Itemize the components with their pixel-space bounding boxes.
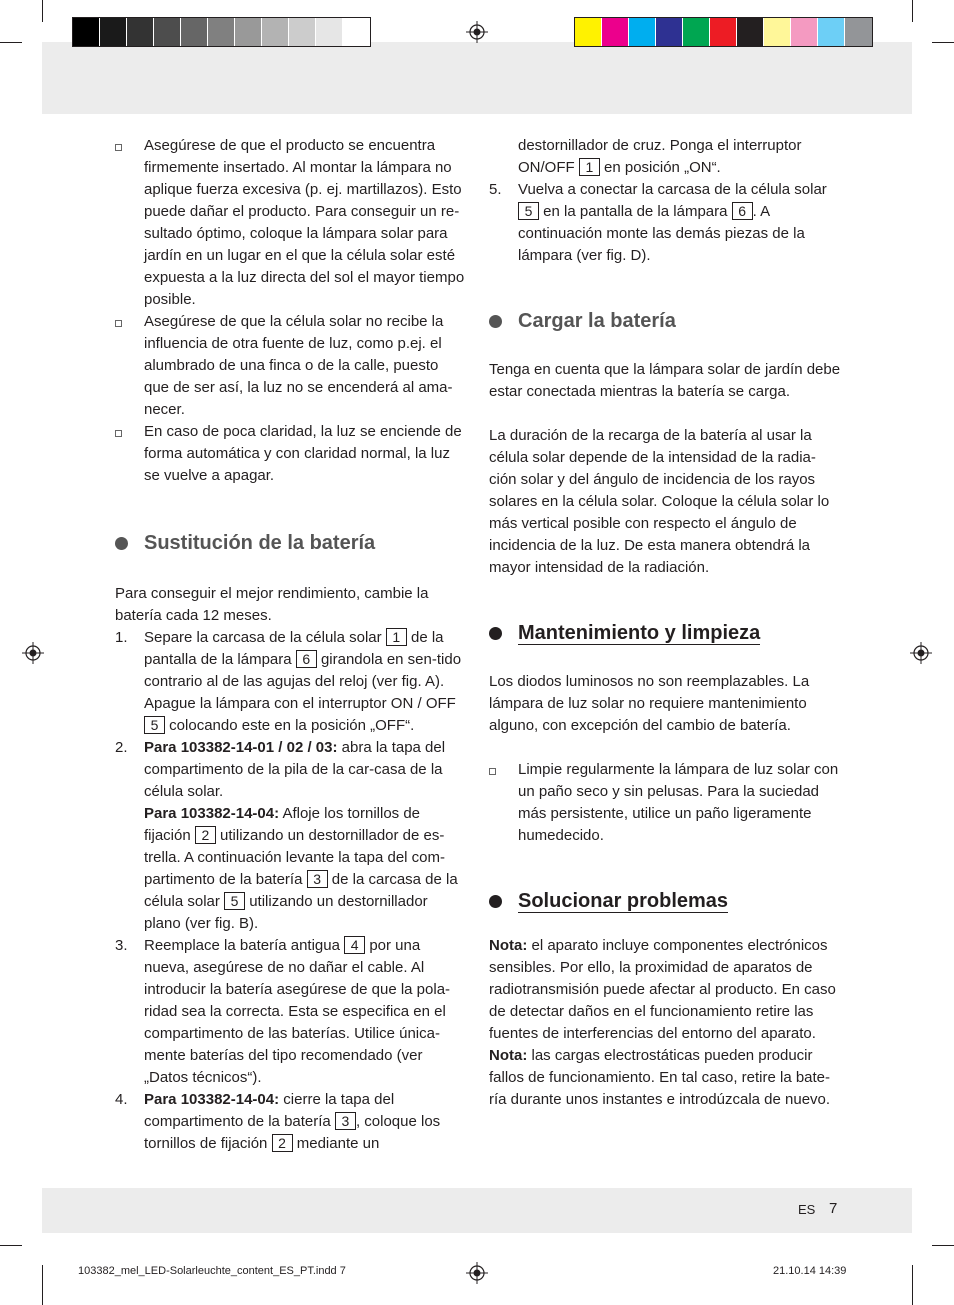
step-1: 1. Separe la carcasa de la célula solar 1 de la pantalla de la lámpara 6 girandola en sen-tido contrario al de las agujas del reloj (ver fig. A). Apague la lámpara con el interruptor ON / OFF 5 colocando este en la posición „OFF“. [115,629,462,734]
color-swatch [73,18,100,46]
color-swatch [127,18,154,46]
color-swatch [208,18,235,46]
part-number-box: 5 [144,716,165,734]
gray-color-bar [72,17,371,47]
step-5: 5. Vuelva a conectar la carcasa de la célula solar 5 en la pantalla de la lámpara 6 . A continuación monte las demás piezas de la lámpara (ver fig. D). [489,181,827,264]
part-number-box: 2 [195,826,216,844]
battery-intro: Para conseguir el mejor rendimiento, cambie la batería cada 12 meses. [115,585,429,624]
part-number-box: 6 [296,650,317,668]
list-item: En caso de poca claridad, la luz se enciende de forma automática y con claridad normal, la luz se vuelve a apagar. [115,421,465,487]
step-4: 4. Para 103382-14-04: cierre la tapa del compartimento de la batería 3 , coloque los tornillos de fijación 2 mediante un [115,1091,441,1152]
note-paragraph: Nota: el aparato incluye componentes electrónicos sensibles. Por ello, la proximidad de aparatos de radiotransmisión puede afectar al producto. En caso de detectar daños en el funcionamiento retire las fuentes de interferencias del entorno del aparato. [489,937,836,1042]
part-number-box: 5 [224,892,245,910]
color-swatch [656,18,683,46]
crop-mark [932,1245,954,1246]
color-swatch [343,18,370,46]
section-heading-troubleshoot: Solucionar problemas [489,887,841,915]
registration-mark-icon [466,1262,488,1284]
color-swatch [683,18,710,46]
color-swatch [289,18,316,46]
part-number-box: 6 [732,202,753,220]
crop-mark [912,1265,913,1305]
part-number-box: 1 [386,628,407,646]
left-column [115,135,465,1155]
part-number-box: 5 [518,202,539,220]
color-swatch [316,18,343,46]
section-heading-battery: Sustitución de la batería [115,529,465,557]
file-slug: 103382_mel_LED-Solarleuchte_content_ES_PT.indd 7 [78,1265,346,1277]
color-swatch [764,18,791,46]
language-code: ES [798,1202,816,1217]
color-swatch [602,18,629,46]
color-swatch [575,18,602,46]
color-swatch [737,18,764,46]
crop-mark [912,0,913,22]
color-swatch [100,18,127,46]
step-4-continued: destornillador de cruz. Ponga el interruptor ON/OFF 1 en posición „ON“. [518,137,802,176]
header-band [42,42,912,114]
color-swatch [818,18,845,46]
page-number: 7 [829,1200,838,1217]
right-column [489,135,841,1111]
registration-mark-icon [22,642,44,664]
color-swatch [710,18,737,46]
charge-paragraph: La duración de la recarga de la batería al usar la célula solar depende de la intensidad de la radia-ción solar y del ángulo de incidencia de los rayos solares en la célula solar. Coloque la célula solar lo más vertical posible con respecto el ángulo de incidencia de la luz. De esta manera obtendrá la mayor intensidad de la radiación. [489,427,830,576]
footer-band [42,1188,912,1233]
color-swatch [629,18,656,46]
registration-mark-icon [466,21,488,43]
maintenance-paragraph: Los diodos luminosos no son reemplazables. La lámpara de luz solar no requiere mantenimiento alguno, con excepción del cambio de batería. [489,673,810,734]
process-color-bar [574,17,873,47]
crop-mark [0,1245,22,1246]
date-slug: 21.10.14 14:39 [773,1265,847,1277]
registration-mark-icon [910,642,932,664]
part-number-box: 4 [344,936,365,954]
crop-mark [932,42,954,43]
crop-mark [42,0,43,22]
color-swatch [845,18,872,46]
charge-paragraph: Tenga en cuenta que la lámpara solar de jardín debe estar conectada mientras la batería se carga. [489,361,841,400]
crop-mark [0,42,22,43]
color-swatch [262,18,289,46]
step-2: 2. Para 103382-14-01 / 02 / 03: abra la tapa del compartimento de la pila de la car-casa de la célula solar. [115,739,446,800]
step-2-continued: Para 103382-14-04: Afloje los tornillos de fijación 2 utilizando un destornillador de es-trella. A continuación levante la tapa del com-partimento de la batería 3 de la carcasa de la célula solar 5 utilizando un destornillador plano (ver fig. B). [144,805,458,932]
list-item: Asegúrese de que el producto se encuentra firmemente insertado. Al montar la lámpara no aplique fuerza excesiva (p. ej. martillazos). Esto puede dañar el producto. Para conseguir un re-sultado óptimo, coloque la lámpara solar para jardín en un lugar en el que la célula solar esté expuesta a la luz directa del sol el mayor tiempo posible. [115,135,465,311]
note-paragraph: Nota: las cargas electrostáticas pueden producir fallos de funcionamiento. En tal caso, retire la bate-ría durante unos instantes e introdúzcala de nuevo. [489,1047,831,1108]
part-number-box: 3 [307,870,328,888]
crop-mark [42,1265,43,1305]
part-number-box: 3 [335,1112,356,1130]
color-swatch [235,18,262,46]
list-item: Limpie regularmente la lámpara de luz solar con un paño seco y sin pelusas. Para la suciedad más persistente, utilice un paño ligeramente humedecido. [489,759,841,847]
section-heading-charge: Cargar la batería [489,307,841,335]
section-heading-maintenance: Mantenimiento y limpieza [489,619,841,647]
list-item: Asegúrese de que la célula solar no recibe la influencia de otra fuente de luz, como p.ej. el alumbrado de una finca o de la calle, puesto que de ser así, la luz no se encenderá al ama-necer. [115,311,465,421]
color-swatch [154,18,181,46]
color-swatch [791,18,818,46]
part-number-box: 1 [579,158,600,176]
part-number-box: 2 [272,1134,293,1152]
color-swatch [181,18,208,46]
step-3: 3. Reemplace la batería antigua 4 por una nueva, asegúrese de no dañar el cable. Al introducir la batería asegúrese de que la pola-ridad sea la correcta. Esta se especifica en el compartimento de las baterías. Utilice única-mente baterías del tipo recomendado (ver „Datos técnicos“). [115,937,451,1086]
